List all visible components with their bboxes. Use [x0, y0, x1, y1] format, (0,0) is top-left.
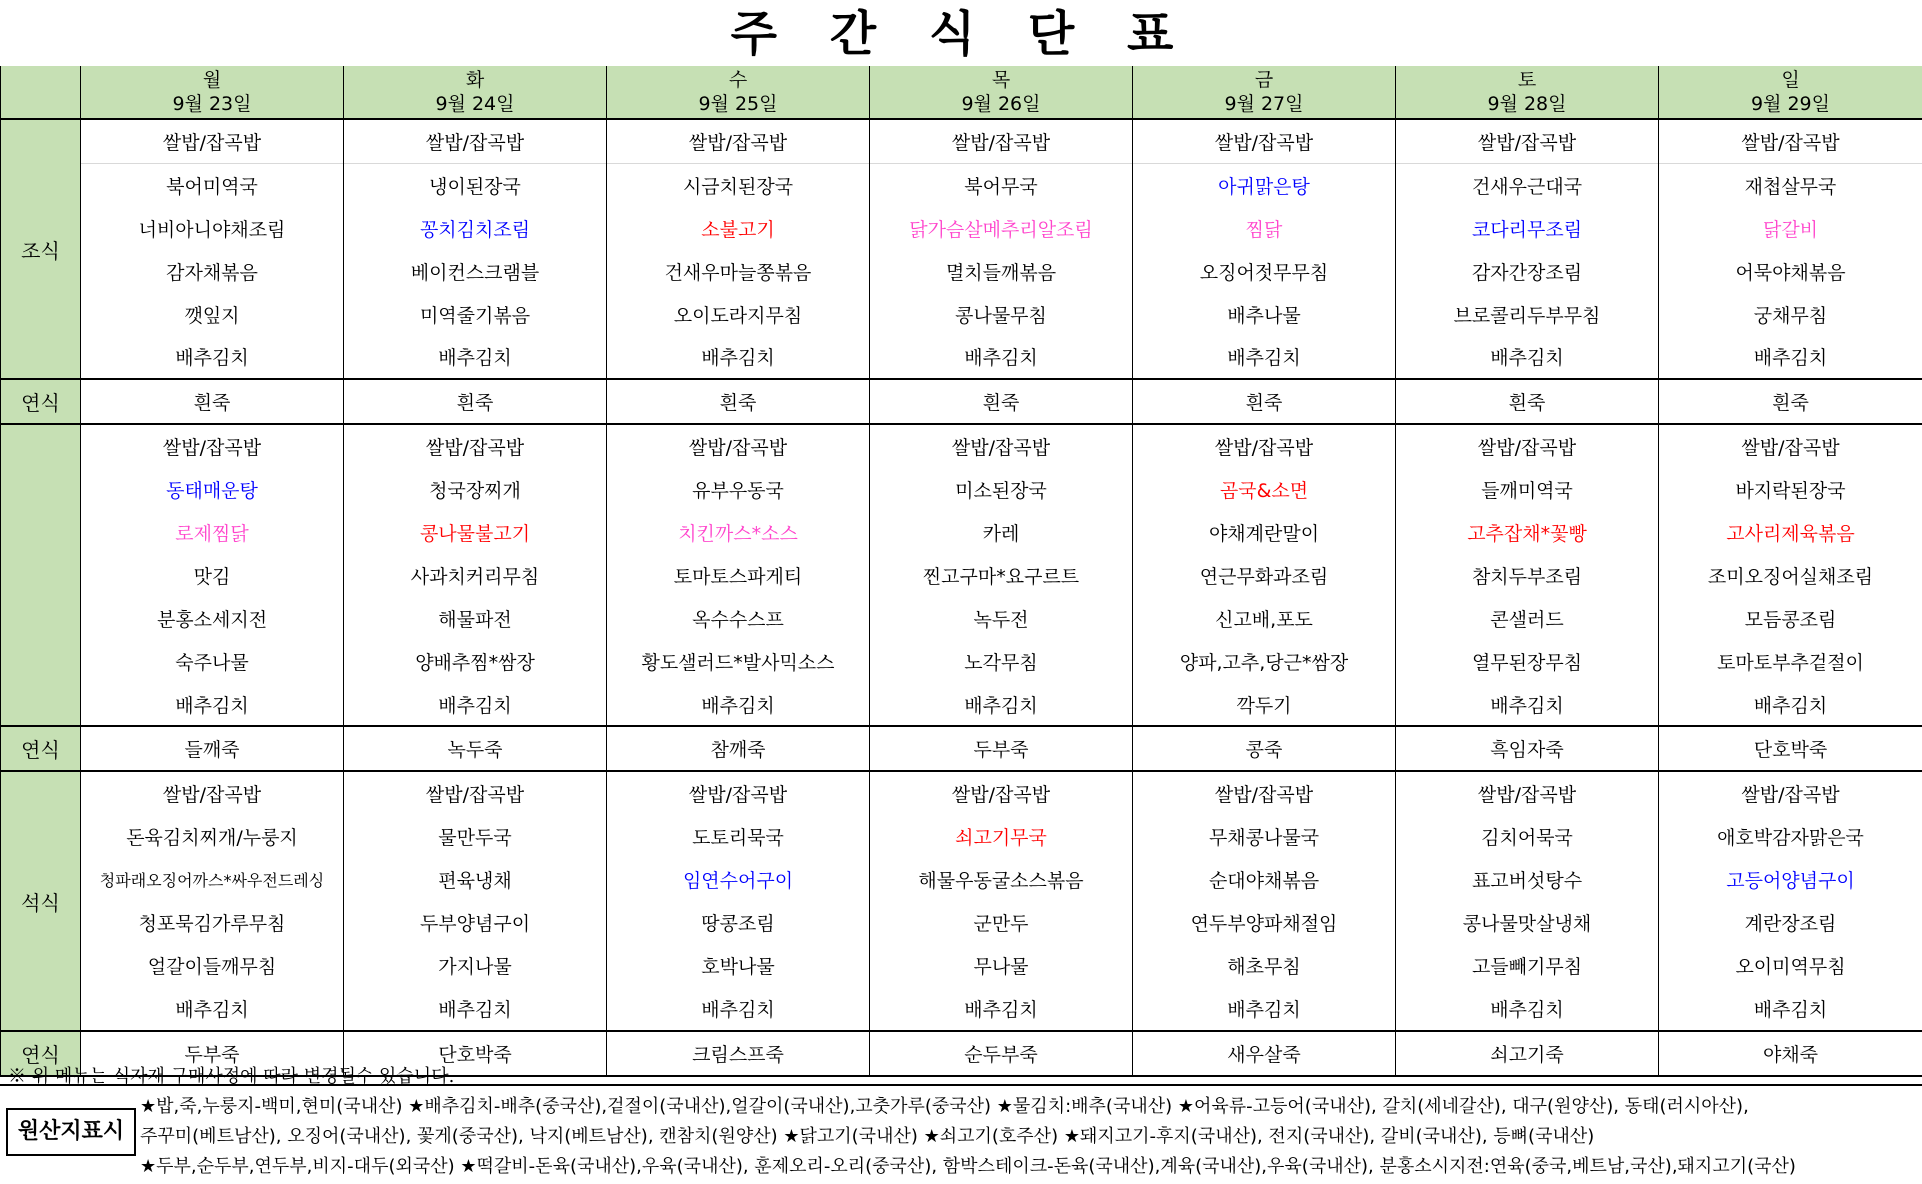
menu-item: 해물파전 [344, 597, 607, 640]
menu-item: 녹두전 [870, 597, 1133, 640]
menu-item: 쌀밥/잡곡밥 [344, 771, 607, 815]
menu-item: 배추김치 [607, 683, 870, 727]
day-header [1133, 66, 1396, 119]
menu-item: 참치두부조림 [1396, 554, 1659, 597]
menu-item: 사과치커리무침 [344, 554, 607, 597]
menu-item: 콘샐러드 [1396, 597, 1659, 640]
menu-item: 곰국&소면 [1133, 468, 1396, 511]
menu-row [1, 597, 1922, 640]
menu-item: 맛김 [81, 554, 344, 597]
menu-item: 얼갈이들깨무침 [81, 944, 344, 987]
menu-row [1, 511, 1922, 554]
day-name: 월 [81, 68, 343, 92]
menu-item: 콩죽 [1133, 726, 1396, 771]
meal-label-dinner: 석식 [1, 771, 81, 1030]
origin-text [140, 1092, 1916, 1182]
menu-item: 배추김치 [870, 335, 1133, 379]
menu-item: 양파,고추,당근*쌈장 [1133, 640, 1396, 683]
menu-item: 감자채볶음 [81, 250, 344, 293]
menu-item: 토마토스파게티 [607, 554, 870, 597]
menu-item: 쌀밥/잡곡밥 [81, 119, 344, 163]
menu-item: 찜닭 [1133, 207, 1396, 250]
menu-item: 편육냉채 [344, 858, 607, 901]
meal-label-breakfast: 조식 [1, 119, 81, 379]
menu-item: 열무된장무침 [1396, 640, 1659, 683]
menu-item: 배추김치 [1659, 335, 1922, 379]
menu-item: 배추김치 [344, 987, 607, 1031]
menu-row [1, 250, 1922, 293]
menu-item: 분홍소세지전 [81, 597, 344, 640]
menu-item: 냉이된장국 [344, 163, 607, 206]
menu-item: 시금치된장국 [607, 163, 870, 206]
menu-item: 쌀밥/잡곡밥 [344, 424, 607, 468]
day-date: 9월 29일 [1659, 92, 1922, 116]
menu-item: 김치어묵국 [1396, 815, 1659, 858]
menu-item: 미역줄기볶음 [344, 293, 607, 336]
menu-item: 쌀밥/잡곡밥 [1133, 771, 1396, 815]
menu-item: 쌀밥/잡곡밥 [1396, 771, 1659, 815]
menu-item: 청국장찌개 [344, 468, 607, 511]
menu-item: 쌀밥/잡곡밥 [607, 424, 870, 468]
menu-row [1, 987, 1922, 1031]
menu-row [1, 771, 1922, 815]
menu-item: 조미오징어실채조림 [1659, 554, 1922, 597]
menu-item: 옥수수스프 [607, 597, 870, 640]
menu-item: 배추김치 [607, 335, 870, 379]
menu-item: 단호박죽 [344, 1031, 607, 1076]
menu-item: 흰죽 [1133, 379, 1396, 424]
menu-item: 단호박죽 [1659, 726, 1922, 771]
menu-item: 흑임자죽 [1396, 726, 1659, 771]
menu-item: 신고배,포도 [1133, 597, 1396, 640]
menu-item: 고사리제육볶음 [1659, 511, 1922, 554]
menu-item: 배추김치 [81, 987, 344, 1031]
menu-item: 감자간장조림 [1396, 250, 1659, 293]
menu-item: 흰죽 [1659, 379, 1922, 424]
menu-item: 들깨죽 [81, 726, 344, 771]
meal-label-snack3: 연식 [1, 1031, 81, 1076]
origin-line: 주꾸미(베트남산), 오징어(국내산), 꽃게(중국산), 낙지(베트남산), 캔참치(원양산) ★닭고기(국내산) ★쇠고기(호주산) ★돼지고기-후지(국내산), 전지(국내산), 갈비(국내산), 등뼈(국내산) [140, 1122, 1916, 1152]
day-date: 9월 26일 [870, 92, 1132, 116]
menu-item: 쌀밥/잡곡밥 [870, 424, 1133, 468]
menu-item: 콩나물무침 [870, 293, 1133, 336]
menu-row [1, 640, 1922, 683]
menu-item: 청포묵김가루무침 [81, 901, 344, 944]
menu-row [1, 424, 1922, 468]
day-header [607, 66, 870, 119]
menu-item: 브로콜리두부무침 [1396, 293, 1659, 336]
menu-item: 오징어젓무무침 [1133, 250, 1396, 293]
menu-item: 배추김치 [1659, 987, 1922, 1031]
menu-item: 호박나물 [607, 944, 870, 987]
menu-item: 카레 [870, 511, 1133, 554]
menu-item: 흰죽 [607, 379, 870, 424]
menu-item: 야채죽 [1659, 1031, 1922, 1076]
menu-item: 로제찜닭 [81, 511, 344, 554]
menu-change-note: ※ 위 메뉴는 식자재 구매사정에 따라 변경될수 있습니다. [8, 1062, 454, 1088]
menu-item: 쌀밥/잡곡밥 [1659, 771, 1922, 815]
day-header [81, 66, 344, 119]
menu-item: 건새우마늘쫑볶음 [607, 250, 870, 293]
menu-item: 배추김치 [870, 683, 1133, 727]
menu-item: 쌀밥/잡곡밥 [1396, 119, 1659, 163]
menu-item: 새우살죽 [1133, 1031, 1396, 1076]
menu-item: 연근무화과조림 [1133, 554, 1396, 597]
menu-item: 닭갈비 [1659, 207, 1922, 250]
origin-line: ★밥,죽,누룽지-백미,현미(국내산) ★배추김치-배추(중국산),겉절이(국내산),얼갈이(국내산),고춧가루(중국산) ★물김치:배추(국내산) ★어육류-고등어(국내산), 갈치(세네갈산), 대구(원양산), 동태(러시아산), [140, 1092, 1916, 1122]
menu-item: 야채계란말이 [1133, 511, 1396, 554]
menu-item: 오이도라지무침 [607, 293, 870, 336]
page-title: 주 간 식 단 표 [0, 0, 1922, 68]
day-date: 9월 27일 [1133, 92, 1395, 116]
menu-item: 흰죽 [81, 379, 344, 424]
day-header [1396, 66, 1659, 119]
corner-cell [1, 66, 81, 119]
menu-item: 쌀밥/잡곡밥 [1396, 424, 1659, 468]
day-header [1659, 66, 1922, 119]
origin-section [0, 1084, 1922, 1184]
menu-item: 배추김치 [344, 335, 607, 379]
menu-item: 쌀밥/잡곡밥 [344, 119, 607, 163]
menu-item: 고등어양념구이 [1659, 858, 1922, 901]
menu-item: 동태매운탕 [81, 468, 344, 511]
menu-item: 쌀밥/잡곡밥 [1133, 119, 1396, 163]
menu-item: 쌀밥/잡곡밥 [870, 119, 1133, 163]
day-date: 9월 25일 [607, 92, 869, 116]
menu-row [1, 468, 1922, 511]
day-header [870, 66, 1133, 119]
menu-item: 두부죽 [81, 1031, 344, 1076]
menu-item: 건새우근대국 [1396, 163, 1659, 206]
menu-item: 배추김치 [1133, 335, 1396, 379]
menu-item: 찐고구마*요구르트 [870, 554, 1133, 597]
meal-label-snack2: 연식 [1, 726, 81, 771]
menu-item: 콩나물불고기 [344, 511, 607, 554]
menu-item: 참깨죽 [607, 726, 870, 771]
menu-item: 배추김치 [870, 987, 1133, 1031]
menu-item: 유부우동국 [607, 468, 870, 511]
menu-item: 치킨까스*소스 [607, 511, 870, 554]
menu-item: 토마토부추겉절이 [1659, 640, 1922, 683]
menu-item: 아귀맑은탕 [1133, 163, 1396, 206]
menu-item: 임연수어구이 [607, 858, 870, 901]
meal-label-snack1: 연식 [1, 379, 81, 424]
menu-item: 쌀밥/잡곡밥 [607, 119, 870, 163]
menu-row [1, 815, 1922, 858]
day-name: 일 [1659, 68, 1922, 92]
menu-row [1, 683, 1922, 727]
menu-row [1, 858, 1922, 901]
menu-item: 깍두기 [1133, 683, 1396, 727]
menu-item: 순두부죽 [870, 1031, 1133, 1076]
origin-label: 원산지표시 [6, 1108, 136, 1156]
menu-item: 연두부양파채절임 [1133, 901, 1396, 944]
menu-item: 돈육김치찌개/누룽지 [81, 815, 344, 858]
menu-item: 해초무침 [1133, 944, 1396, 987]
menu-item: 표고버섯탕수 [1396, 858, 1659, 901]
menu-item: 쌀밥/잡곡밥 [1659, 119, 1922, 163]
menu-item: 청파래오징어까스*싸우전드레싱 [81, 858, 344, 901]
menu-row [1, 207, 1922, 250]
menu-item: 배추김치 [607, 987, 870, 1031]
menu-row [1, 554, 1922, 597]
menu-item: 황도샐러드*발사믹소스 [607, 640, 870, 683]
menu-row [1, 293, 1922, 336]
menu-row [1, 163, 1922, 206]
menu-item: 숙주나물 [81, 640, 344, 683]
menu-item: 흰죽 [1396, 379, 1659, 424]
meal-label-lunch [1, 424, 81, 726]
menu-item: 흰죽 [344, 379, 607, 424]
day-name: 금 [1133, 68, 1395, 92]
menu-item: 오이미역무침 [1659, 944, 1922, 987]
day-name: 화 [344, 68, 606, 92]
day-name: 목 [870, 68, 1132, 92]
menu-item: 두부죽 [870, 726, 1133, 771]
menu-table [0, 66, 1922, 1077]
menu-item: 배추나물 [1133, 293, 1396, 336]
menu-item: 들깨미역국 [1396, 468, 1659, 511]
menu-item: 쇠고기무국 [870, 815, 1133, 858]
menu-item: 닭가슴살메추리알조림 [870, 207, 1133, 250]
menu-item: 멸치들깨볶음 [870, 250, 1133, 293]
menu-item: 녹두죽 [344, 726, 607, 771]
menu-item: 계란장조림 [1659, 901, 1922, 944]
menu-item: 어묵야채볶음 [1659, 250, 1922, 293]
menu-item: 크림스프죽 [607, 1031, 870, 1076]
menu-row [1, 901, 1922, 944]
menu-item: 해물우동굴소스볶음 [870, 858, 1133, 901]
menu-item: 쌀밥/잡곡밥 [81, 771, 344, 815]
menu-item: 두부양념구이 [344, 901, 607, 944]
day-name: 수 [607, 68, 869, 92]
menu-item: 고들빼기무침 [1396, 944, 1659, 987]
menu-item: 미소된장국 [870, 468, 1133, 511]
snack-row [1, 726, 1922, 771]
day-header [344, 66, 607, 119]
menu-item: 배추김치 [81, 335, 344, 379]
menu-item: 무채콩나물국 [1133, 815, 1396, 858]
menu-item: 꽁치김치조림 [344, 207, 607, 250]
menu-item: 배추김치 [1133, 987, 1396, 1031]
menu-item: 순대야채볶음 [1133, 858, 1396, 901]
menu-item: 가지나물 [344, 944, 607, 987]
menu-item: 재첩살무국 [1659, 163, 1922, 206]
menu-item: 애호박감자맑은국 [1659, 815, 1922, 858]
menu-item: 쌀밥/잡곡밥 [607, 771, 870, 815]
menu-item: 물만두국 [344, 815, 607, 858]
menu-item: 쌀밥/잡곡밥 [1659, 424, 1922, 468]
menu-item: 쌀밥/잡곡밥 [81, 424, 344, 468]
menu-item: 노각무침 [870, 640, 1133, 683]
menu-item: 양배추찜*쌈장 [344, 640, 607, 683]
menu-row [1, 119, 1922, 163]
menu-item: 쌀밥/잡곡밥 [870, 771, 1133, 815]
menu-item: 너비아니야채조림 [81, 207, 344, 250]
menu-item: 배추김치 [1396, 683, 1659, 727]
menu-item: 쇠고기죽 [1396, 1031, 1659, 1076]
menu-item: 궁채무침 [1659, 293, 1922, 336]
day-name: 토 [1396, 68, 1658, 92]
day-date: 9월 23일 [81, 92, 343, 116]
menu-item: 배추김치 [1396, 987, 1659, 1031]
day-date: 9월 24일 [344, 92, 606, 116]
menu-item: 북어무국 [870, 163, 1133, 206]
menu-item: 북어미역국 [81, 163, 344, 206]
menu-item: 소불고기 [607, 207, 870, 250]
menu-item: 깻잎지 [81, 293, 344, 336]
menu-item: 도토리묵국 [607, 815, 870, 858]
day-date: 9월 28일 [1396, 92, 1658, 116]
day-header-row [1, 66, 1922, 119]
menu-item: 군만두 [870, 901, 1133, 944]
menu-item: 바지락된장국 [1659, 468, 1922, 511]
snack-row [1, 379, 1922, 424]
origin-line: ★두부,순두부,연두부,비지-대두(외국산) ★떡갈비-돈육(국내산),우육(국내산), 훈제오리-오리(중국산), 함박스테이크-돈육(국내산),계육(국내산),우육(국내산), 분홍소시지전:연육(중국,베트남,국산),돼지고기(국산) [140, 1152, 1916, 1182]
menu-item: 배추김치 [81, 683, 344, 727]
menu-row [1, 944, 1922, 987]
menu-item: 코다리무조림 [1396, 207, 1659, 250]
menu-item: 흰죽 [870, 379, 1133, 424]
menu-item: 콩나물맛살냉채 [1396, 901, 1659, 944]
menu-item: 베이컨스크램블 [344, 250, 607, 293]
menu-item: 모듬콩조림 [1659, 597, 1922, 640]
menu-item: 배추김치 [1659, 683, 1922, 727]
menu-item: 무나물 [870, 944, 1133, 987]
menu-item: 배추김치 [1396, 335, 1659, 379]
menu-item: 배추김치 [344, 683, 607, 727]
menu-item: 고추잡채*꽃빵 [1396, 511, 1659, 554]
menu-row [1, 335, 1922, 379]
menu-item: 쌀밥/잡곡밥 [1133, 424, 1396, 468]
menu-item: 땅콩조림 [607, 901, 870, 944]
